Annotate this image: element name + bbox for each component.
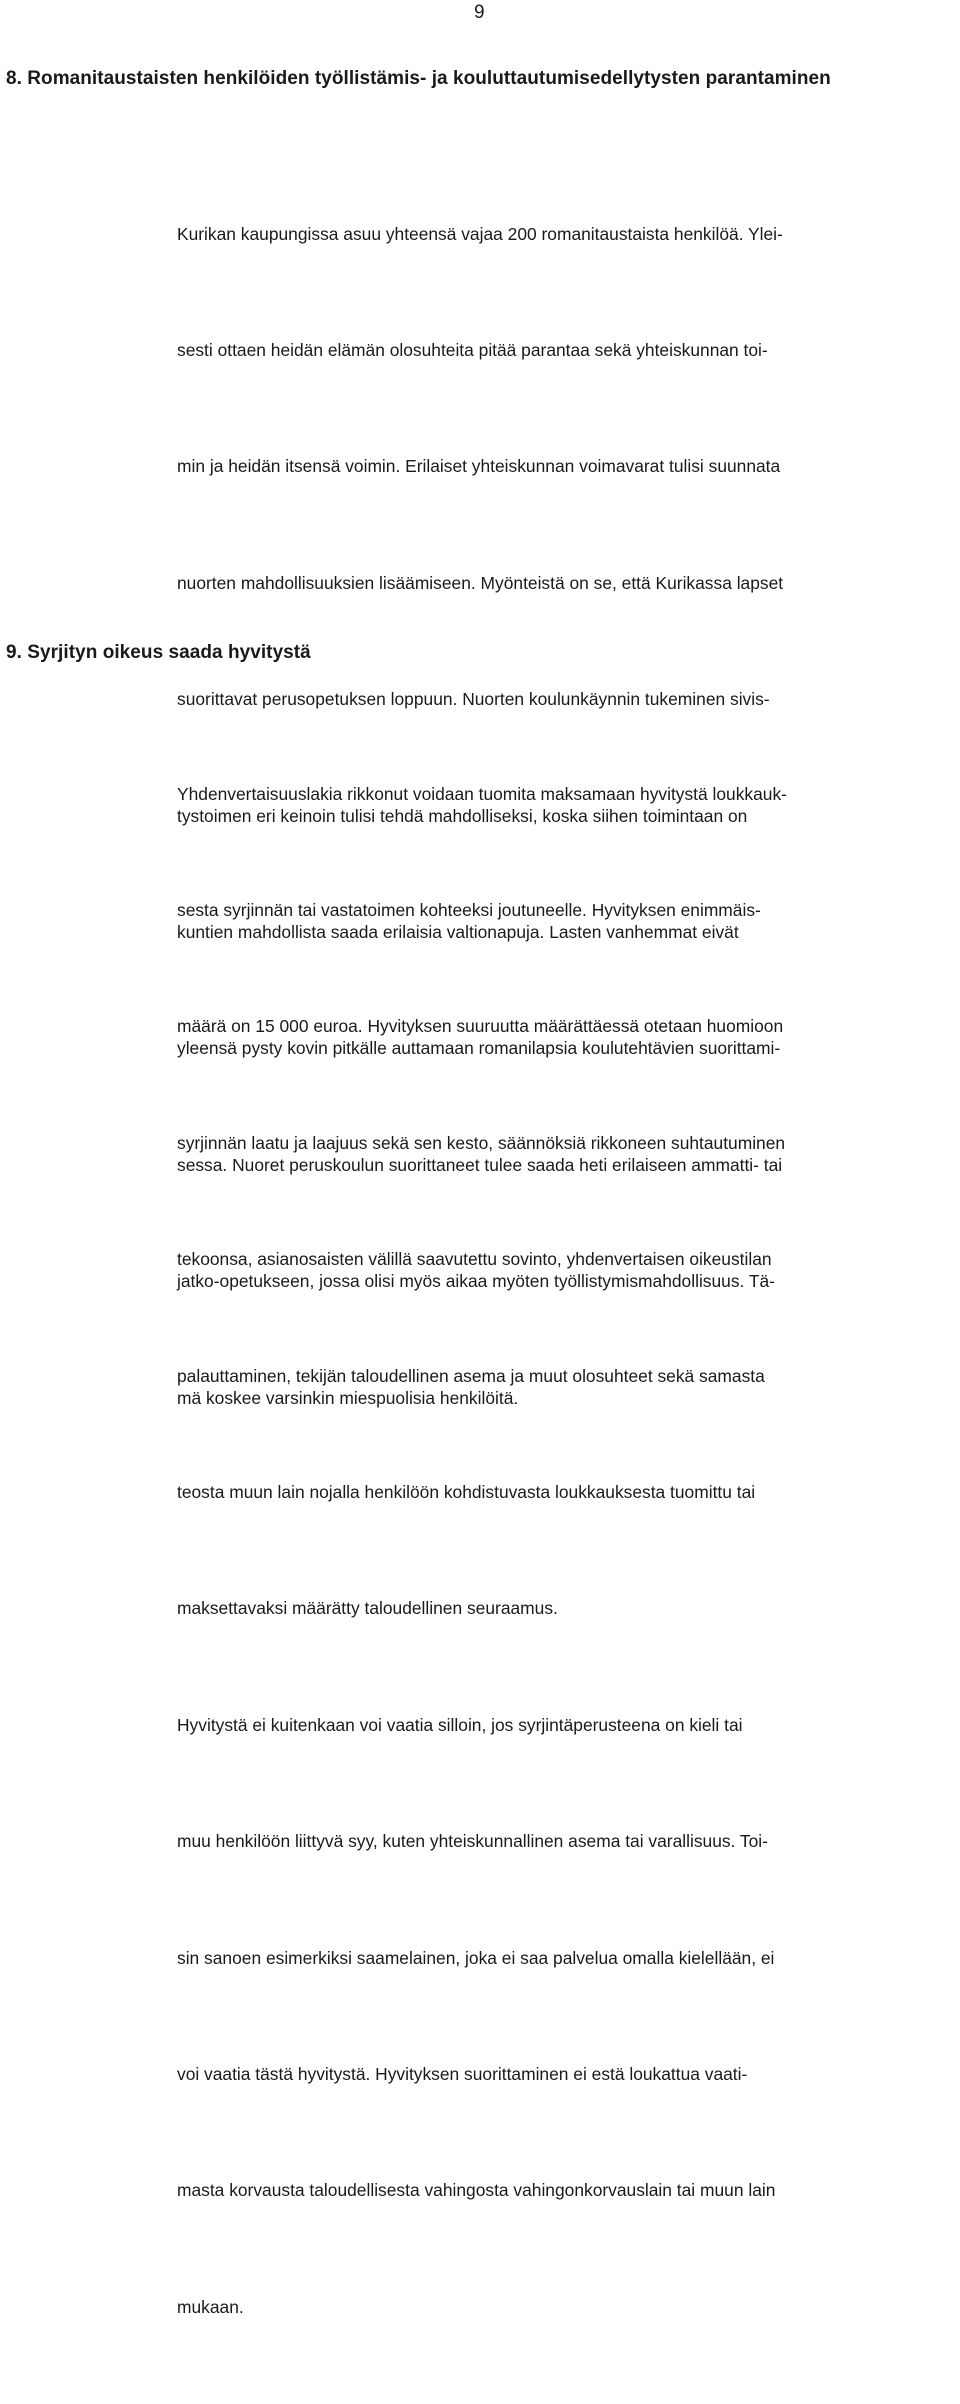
page-number: 9: [474, 2, 485, 23]
paragraph-line: kuntien mahdollista saada erilaisia valtionapuja. Lasten vanhemmat eivät: [177, 921, 739, 942]
paragraph-line: määrä on 15 000 euroa. Hyvityksen suuruutta määrättäessä otetaan huomioon: [177, 1016, 784, 1037]
paragraph-line: sessa. Nuoret peruskoulun suorittaneet tulee saada heti erilaiseen ammatti- tai: [177, 1154, 783, 1175]
paragraph-line: nuorten mahdollisuuksien lisäämiseen. Myönteistä on se, että Kurikassa lapset: [177, 572, 784, 593]
paragraph-line: masta korvausta taloudellisesta vahingosta vahingonkorvauslain tai muun lain: [177, 2180, 776, 2201]
paragraph-line: sin sanoen esimerkiksi saamelainen, joka ei saa palvelua omalla kielellään, ei: [177, 1947, 775, 1968]
paragraph-line: maksettavaksi määrätty taloudellinen seuraamus.: [177, 1598, 558, 1619]
paragraph-line: sesta syrjinnän tai vastatoimen kohteeksi joutuneelle. Hyvityksen enimmäis-: [177, 899, 761, 920]
section-9-heading: 9. Syrjityn oikeus saada hyvitystä: [6, 642, 311, 663]
paragraph-line: tekoonsa, asianosaisten välillä saavutettu sovinto, yhdenvertaisen oikeustilan: [177, 1249, 772, 1270]
paragraph-line: Hyvitystä ei kuitenkaan voi vaatia silloin, jos syrjintäperusteena on kieli tai: [177, 1714, 743, 1735]
paragraph-line: Kurikan kaupungissa asuu yhteensä vajaa 200 romanitaustaista henkilöä. Ylei-: [177, 223, 783, 244]
paragraph-line: mä koskee varsinkin miespuolisia henkilöitä.: [177, 1387, 519, 1408]
paragraph-line: palauttaminen, tekijän taloudellinen asema ja muut olosuhteet sekä samasta: [177, 1365, 765, 1386]
paragraph-line: sesti ottaen heidän elämän olosuhteita pitää parantaa sekä yhteiskunnan toi-: [177, 339, 768, 360]
paragraph-line: syrjinnän laatu ja laajuus sekä sen kesto, säännöksiä rikkoneen suhtautuminen: [177, 1132, 786, 1153]
paragraph-line: mukaan.: [177, 2296, 244, 2317]
paragraph-line: Yhdenvertaisuuslakia rikkonut voidaan tuomita maksamaan hyvitystä loukkauk-: [177, 783, 787, 804]
paragraph-line: muu henkilöön liittyvä syy, kuten yhteiskunnallinen asema tai varallisuus. Toi-: [177, 1831, 768, 1852]
section-9-paragraph: [177, 697, 787, 2404]
paragraph-line: voi vaatia tästä hyvitystä. Hyvityksen suorittaminen ei estä loukattua vaati-: [177, 2063, 748, 2084]
paragraph-line: teosta muun lain nojalla henkilöön kohdistuvasta loukkauksesta tuomittu tai: [177, 1481, 756, 1502]
paragraph-line: min ja heidän itsensä voimin. Erilaiset yhteiskunnan voimavarat tulisi suunnata: [177, 456, 781, 477]
paragraph-line: jatko-opetukseen, jossa olisi myös aikaa myöten työllistymismahdollisuus. Tä-: [177, 1271, 775, 1292]
paragraph-line: suorittavat perusopetuksen loppuun. Nuorten koulunkäynnin tukeminen sivis-: [177, 689, 770, 710]
paragraph-line: yleensä pysty kovin pitkälle auttamaan romanilapsia koulutehtävien suorittami-: [177, 1038, 781, 1059]
section-8-heading: 8. Romanitaustaisten henkilöiden työllistämis- ja kouluttautumisedellytysten parantaminen: [6, 68, 831, 89]
paragraph-line: tystoimen eri keinoin tulisi tehdä mahdolliseksi, koska siihen toimintaan on: [177, 805, 748, 826]
